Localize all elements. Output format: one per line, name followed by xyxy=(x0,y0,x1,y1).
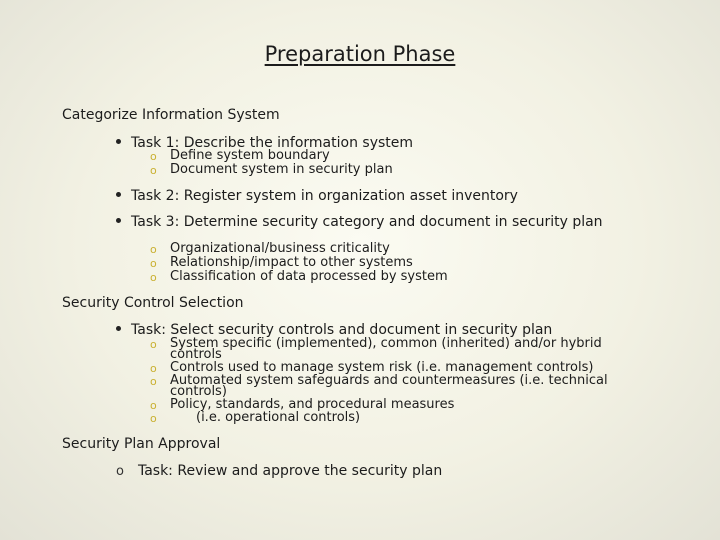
circle-bullet-icon: o xyxy=(150,362,157,375)
circle-bullet-icon: o xyxy=(150,164,157,177)
section-heading: Categorize Information System xyxy=(62,107,280,123)
circle-bullet-icon: o xyxy=(150,338,157,351)
circle-bullet-icon: o xyxy=(150,257,157,270)
bullet-dot-icon xyxy=(116,139,121,144)
circle-bullet-icon: o xyxy=(150,271,157,284)
circle-bullet-icon: o xyxy=(116,464,124,479)
circle-bullet-icon: o xyxy=(150,243,157,256)
bullet-item: o Task: Review and approve the security plan xyxy=(116,463,443,479)
sub-item-continuation: controls) xyxy=(170,384,227,399)
sub-item-continuation: controls xyxy=(170,347,222,362)
bullet-dot-icon xyxy=(116,326,121,331)
bullet-item: Task: Select security controls and document in security plan xyxy=(116,322,552,338)
bullet-item: Task 3: Determine security category and document in security plan xyxy=(116,214,603,230)
slide-title: Preparation Phase xyxy=(264,42,456,66)
bullet-item: Task 1: Describe the information system xyxy=(116,135,413,151)
circle-bullet-icon: o xyxy=(150,375,157,388)
bullet-dot-icon xyxy=(116,218,121,223)
circle-bullet-icon: o xyxy=(150,399,157,412)
section-heading: Security Plan Approval xyxy=(62,436,221,452)
bullet-dot-icon xyxy=(116,192,121,197)
slide: Preparation Phase Categorize Information System Task 1: Describe the information system o Define system boundary o Document system in security plan Task 2: Register system in organization asset inventory Task 3: Determine security category and document in security plan o Organizational/business criticality o Relationship/impact to other systems o Classification of data processed by system Security Control Selection Task: Select security controls and document in security plan o System specific (implemented), common (inherited) and/or hybrid controls o Controls used to manage system risk (i.e. management controls) o Automated system safeguards and countermeasures (i.e. technical controls) o Policy, standards, and procedural measures o (i.e. operational controls) Security Plan Approval o Task: Review and approve the security plan xyxy=(0,0,720,540)
bullet-item: Task 2: Register system in organization asset inventory xyxy=(116,188,518,204)
circle-bullet-icon: o xyxy=(150,412,157,425)
circle-bullet-icon: o xyxy=(150,150,157,163)
section-heading: Security Control Selection xyxy=(62,295,244,311)
